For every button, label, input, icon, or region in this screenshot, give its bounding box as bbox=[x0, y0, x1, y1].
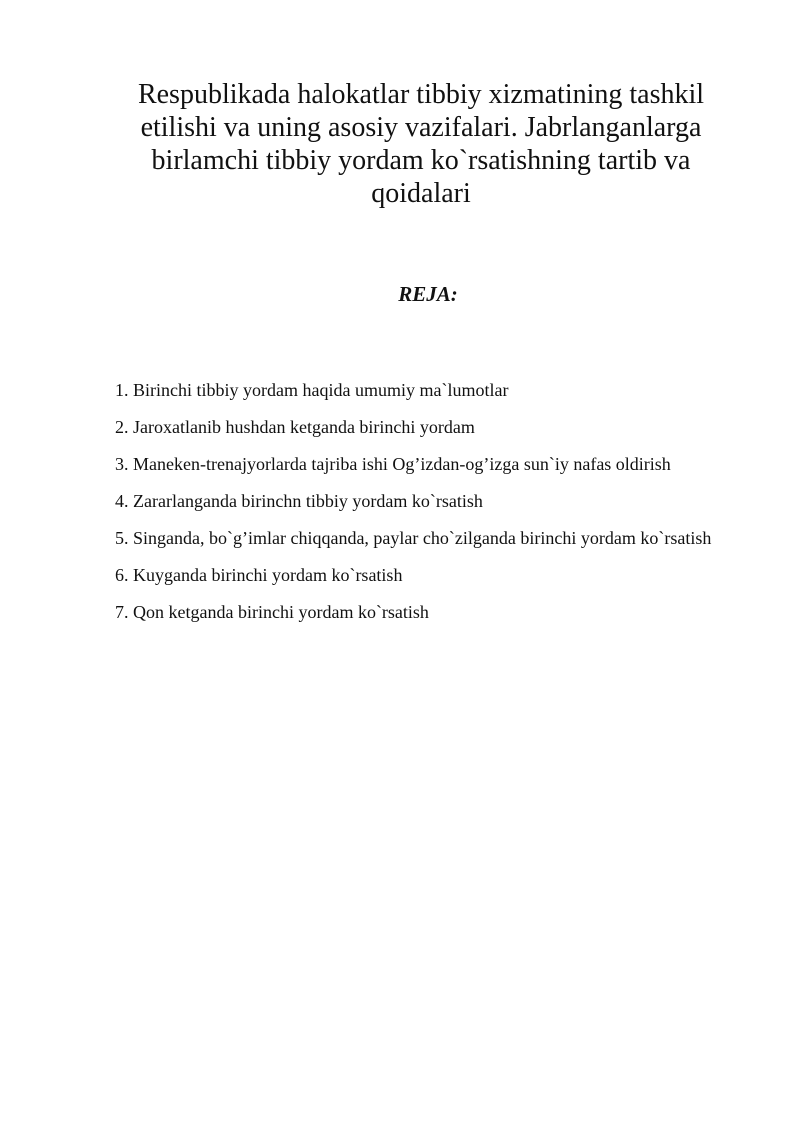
plan-list bbox=[115, 372, 755, 631]
plan-item-6: 6. Kuyganda birinchi yordam ko`rsatish bbox=[115, 565, 403, 585]
plan-item-2: 2. Jaroxatlanib hushdan ketganda birinchi yordam bbox=[115, 417, 475, 437]
document-title: Respublikada halokatlar tibbiy xizmatining tashkil etilishi va uning asosiy vazifalari. Jabrlanganlarga birlamchi tibbiy yordam ko`rsatishning tartib va qoidalari bbox=[137, 79, 705, 209]
plan-item-3: 3. Maneken-trenajyorlarda tajriba ishi Og’izdan-og’izga sun`iy nafas oldirish bbox=[115, 454, 671, 474]
plan-item-7: 7. Qon ketganda birinchi yordam ko`rsatish bbox=[115, 602, 429, 622]
plan-item-5: 5. Singanda, bo`g’imlar chiqqanda, paylar cho`zilganda birinchi yordam ko`rsatish bbox=[115, 528, 712, 548]
plan-item-1: 1. Birinchi tibbiy yordam haqida umumiy ma`lumotlar bbox=[115, 380, 509, 400]
plan-item-4: 4. Zararlanganda birinchn tibbiy yordam ko`rsatish bbox=[115, 491, 483, 511]
plan-heading: REJA: bbox=[398, 282, 458, 306]
